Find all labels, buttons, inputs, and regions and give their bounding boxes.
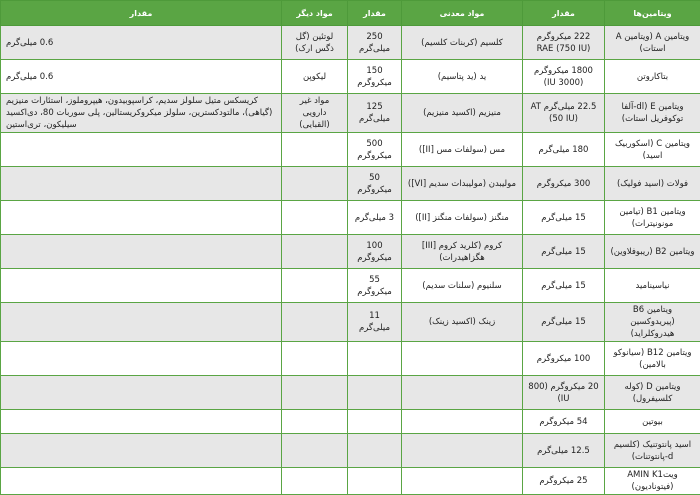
cell-other: لیکوپن (282, 60, 348, 94)
cell-amount: 180 میلی‌گرم (523, 133, 605, 167)
table-row (1, 468, 700, 495)
cell-mineral-amount (348, 342, 402, 376)
cell-mineral (402, 376, 523, 410)
cell-vitamin: نیاسینامید (605, 269, 700, 303)
table-row (1, 269, 700, 303)
cell-mineral: ید (ید پتاسیم) (402, 60, 523, 94)
cell-amount: 15 میلی‌گرم (523, 235, 605, 269)
cell-amount: 20 میکروگرم (800 IU) (523, 376, 605, 410)
cell-amount: 54 میکروگرم (523, 410, 605, 434)
cell-mineral-amount: 500 میکروگرم (348, 133, 402, 167)
cell-vitamin: ویتامین D (کوله کلسیفرول) (605, 376, 700, 410)
cell-other-amount (1, 434, 282, 468)
cell-amount: 22.5 میلی‌گرم AT (50 IU) (523, 94, 605, 133)
cell-other (282, 410, 348, 434)
cell-mineral (402, 468, 523, 495)
header-vitamins: ویتامین‌ها (605, 1, 700, 26)
table-row (1, 376, 700, 410)
cell-mineral-amount: 11 میلی‌گرم (348, 303, 402, 342)
cell-mineral: منگنز (سولفات منگنز [II]) (402, 201, 523, 235)
cell-amount: 1800 میکروگرم (3000 IU) (523, 60, 605, 94)
header-other-amount: مقدار (1, 1, 282, 26)
cell-mineral-amount: 150 میکروگرم (348, 60, 402, 94)
cell-mineral-amount (348, 468, 402, 495)
cell-other-amount (1, 376, 282, 410)
header-mineral-amount: مقدار (348, 1, 402, 26)
cell-other (282, 269, 348, 303)
cell-mineral: زینک (اکسید زینک) (402, 303, 523, 342)
cell-mineral-amount: 250 میلی‌گرم (348, 26, 402, 60)
cell-mineral-amount: 3 میلی‌گرم (348, 201, 402, 235)
cell-mineral (402, 434, 523, 468)
cell-vitamin: ویتامین E (dl-آلفا توکوفریل استات) (605, 94, 700, 133)
cell-other (282, 468, 348, 495)
cell-mineral: کلسیم (کربنات کلسیم) (402, 26, 523, 60)
header-amount: مقدار (523, 1, 605, 26)
cell-vitamin: بیوتین (605, 410, 700, 434)
cell-mineral-amount: 55 میکروگرم (348, 269, 402, 303)
cell-amount: 12.5 میلی‌گرم (523, 434, 605, 468)
header-other: مواد دیگر (282, 1, 348, 26)
cell-other-amount: 0.6 میلی‌گرم (1, 60, 282, 94)
cell-amount: 222 میکروگرم RAE (750 IU) (523, 26, 605, 60)
cell-other-amount: کریسکس متیل سلولز سدیم، کراسپوبیدون، هیپروملوز، استئارات منیزیم (گیاهی)، مالتودکسترین، سلولز میکروکریستالین، پلی سوربات 80، دی‌اکسید سیلیکون، تری‌استین (1, 94, 282, 133)
cell-other (282, 201, 348, 235)
cell-mineral-amount (348, 410, 402, 434)
cell-other (282, 235, 348, 269)
cell-other (282, 133, 348, 167)
table-row (1, 235, 700, 269)
cell-mineral-amount (348, 376, 402, 410)
cell-vitamin: ویتامین A (ویتامین A استات) (605, 26, 700, 60)
table-row (1, 94, 700, 133)
cell-other-amount (1, 342, 282, 376)
cell-other: مواد غیر دارویی (القبایی) (282, 94, 348, 133)
cell-vitamin: ویتامین B2 (ریبوفلاوین) (605, 235, 700, 269)
table-row (1, 410, 700, 434)
table-header-row (1, 1, 700, 26)
cell-amount: 100 میکروگرم (523, 342, 605, 376)
cell-other (282, 303, 348, 342)
cell-mineral: کروم (کلرید کروم [III] هگزاهیدرات) (402, 235, 523, 269)
cell-mineral: منیزیم (اکسید منیزیم) (402, 94, 523, 133)
cell-mineral (402, 342, 523, 376)
cell-other-amount (1, 269, 282, 303)
cell-mineral (402, 410, 523, 434)
cell-vitamin: ویتامین B12 (سیانوکو بالامین) (605, 342, 700, 376)
cell-mineral-amount: 50 میکروگرم (348, 167, 402, 201)
cell-vitamin: اسید پانتوتنیک (کلسیم d-پانتوتنات) (605, 434, 700, 468)
cell-other-amount (1, 201, 282, 235)
cell-other-amount (1, 133, 282, 167)
cell-amount: 15 میلی‌گرم (523, 269, 605, 303)
cell-mineral: مس (سولفات مس [II]) (402, 133, 523, 167)
cell-amount: 15 میلی‌گرم (523, 303, 605, 342)
table-row (1, 434, 700, 468)
cell-other (282, 376, 348, 410)
cell-other (282, 167, 348, 201)
cell-other-amount (1, 235, 282, 269)
cell-other-amount (1, 410, 282, 434)
table-row (1, 342, 700, 376)
cell-other: لوتئین (گل ذگس ارک) (282, 26, 348, 60)
cell-other (282, 434, 348, 468)
cell-mineral-amount: 100 میکروگرم (348, 235, 402, 269)
table-row (1, 167, 700, 201)
cell-amount: 15 میلی‌گرم (523, 201, 605, 235)
cell-vitamin: ویتامین B1 (تیامین مونونیترات) (605, 201, 700, 235)
table-row (1, 201, 700, 235)
cell-other-amount (1, 303, 282, 342)
cell-amount: 300 میکروگرم (523, 167, 605, 201)
table-row (1, 26, 700, 60)
cell-vitamin: ویتامین B6 (پیریدوکسین هیدروکلراید) (605, 303, 700, 342)
cell-vitamin: ویتامین C (اسکوربیک اسید) (605, 133, 700, 167)
cell-vitamin: ویتAMIN K1 (فیتونادیون) (605, 468, 700, 495)
header-minerals: مواد معدنی (402, 1, 523, 26)
table-row (1, 133, 700, 167)
table-row (1, 303, 700, 342)
cell-other (282, 342, 348, 376)
cell-other-amount (1, 167, 282, 201)
table-row (1, 60, 700, 94)
cell-mineral: مولیبدن (مولیبدات سدیم [VI]) (402, 167, 523, 201)
cell-vitamin: بتاکاروتن (605, 60, 700, 94)
cell-mineral-amount: 125 میلی‌گرم (348, 94, 402, 133)
cell-vitamin: فولات (اسید فولیک) (605, 167, 700, 201)
cell-mineral-amount (348, 434, 402, 468)
cell-other-amount (1, 468, 282, 495)
cell-amount: 25 میکروگرم (523, 468, 605, 495)
cell-mineral: سلنیوم (سلنات سدیم) (402, 269, 523, 303)
cell-other-amount: 0.6 میلی‌گرم (1, 26, 282, 60)
